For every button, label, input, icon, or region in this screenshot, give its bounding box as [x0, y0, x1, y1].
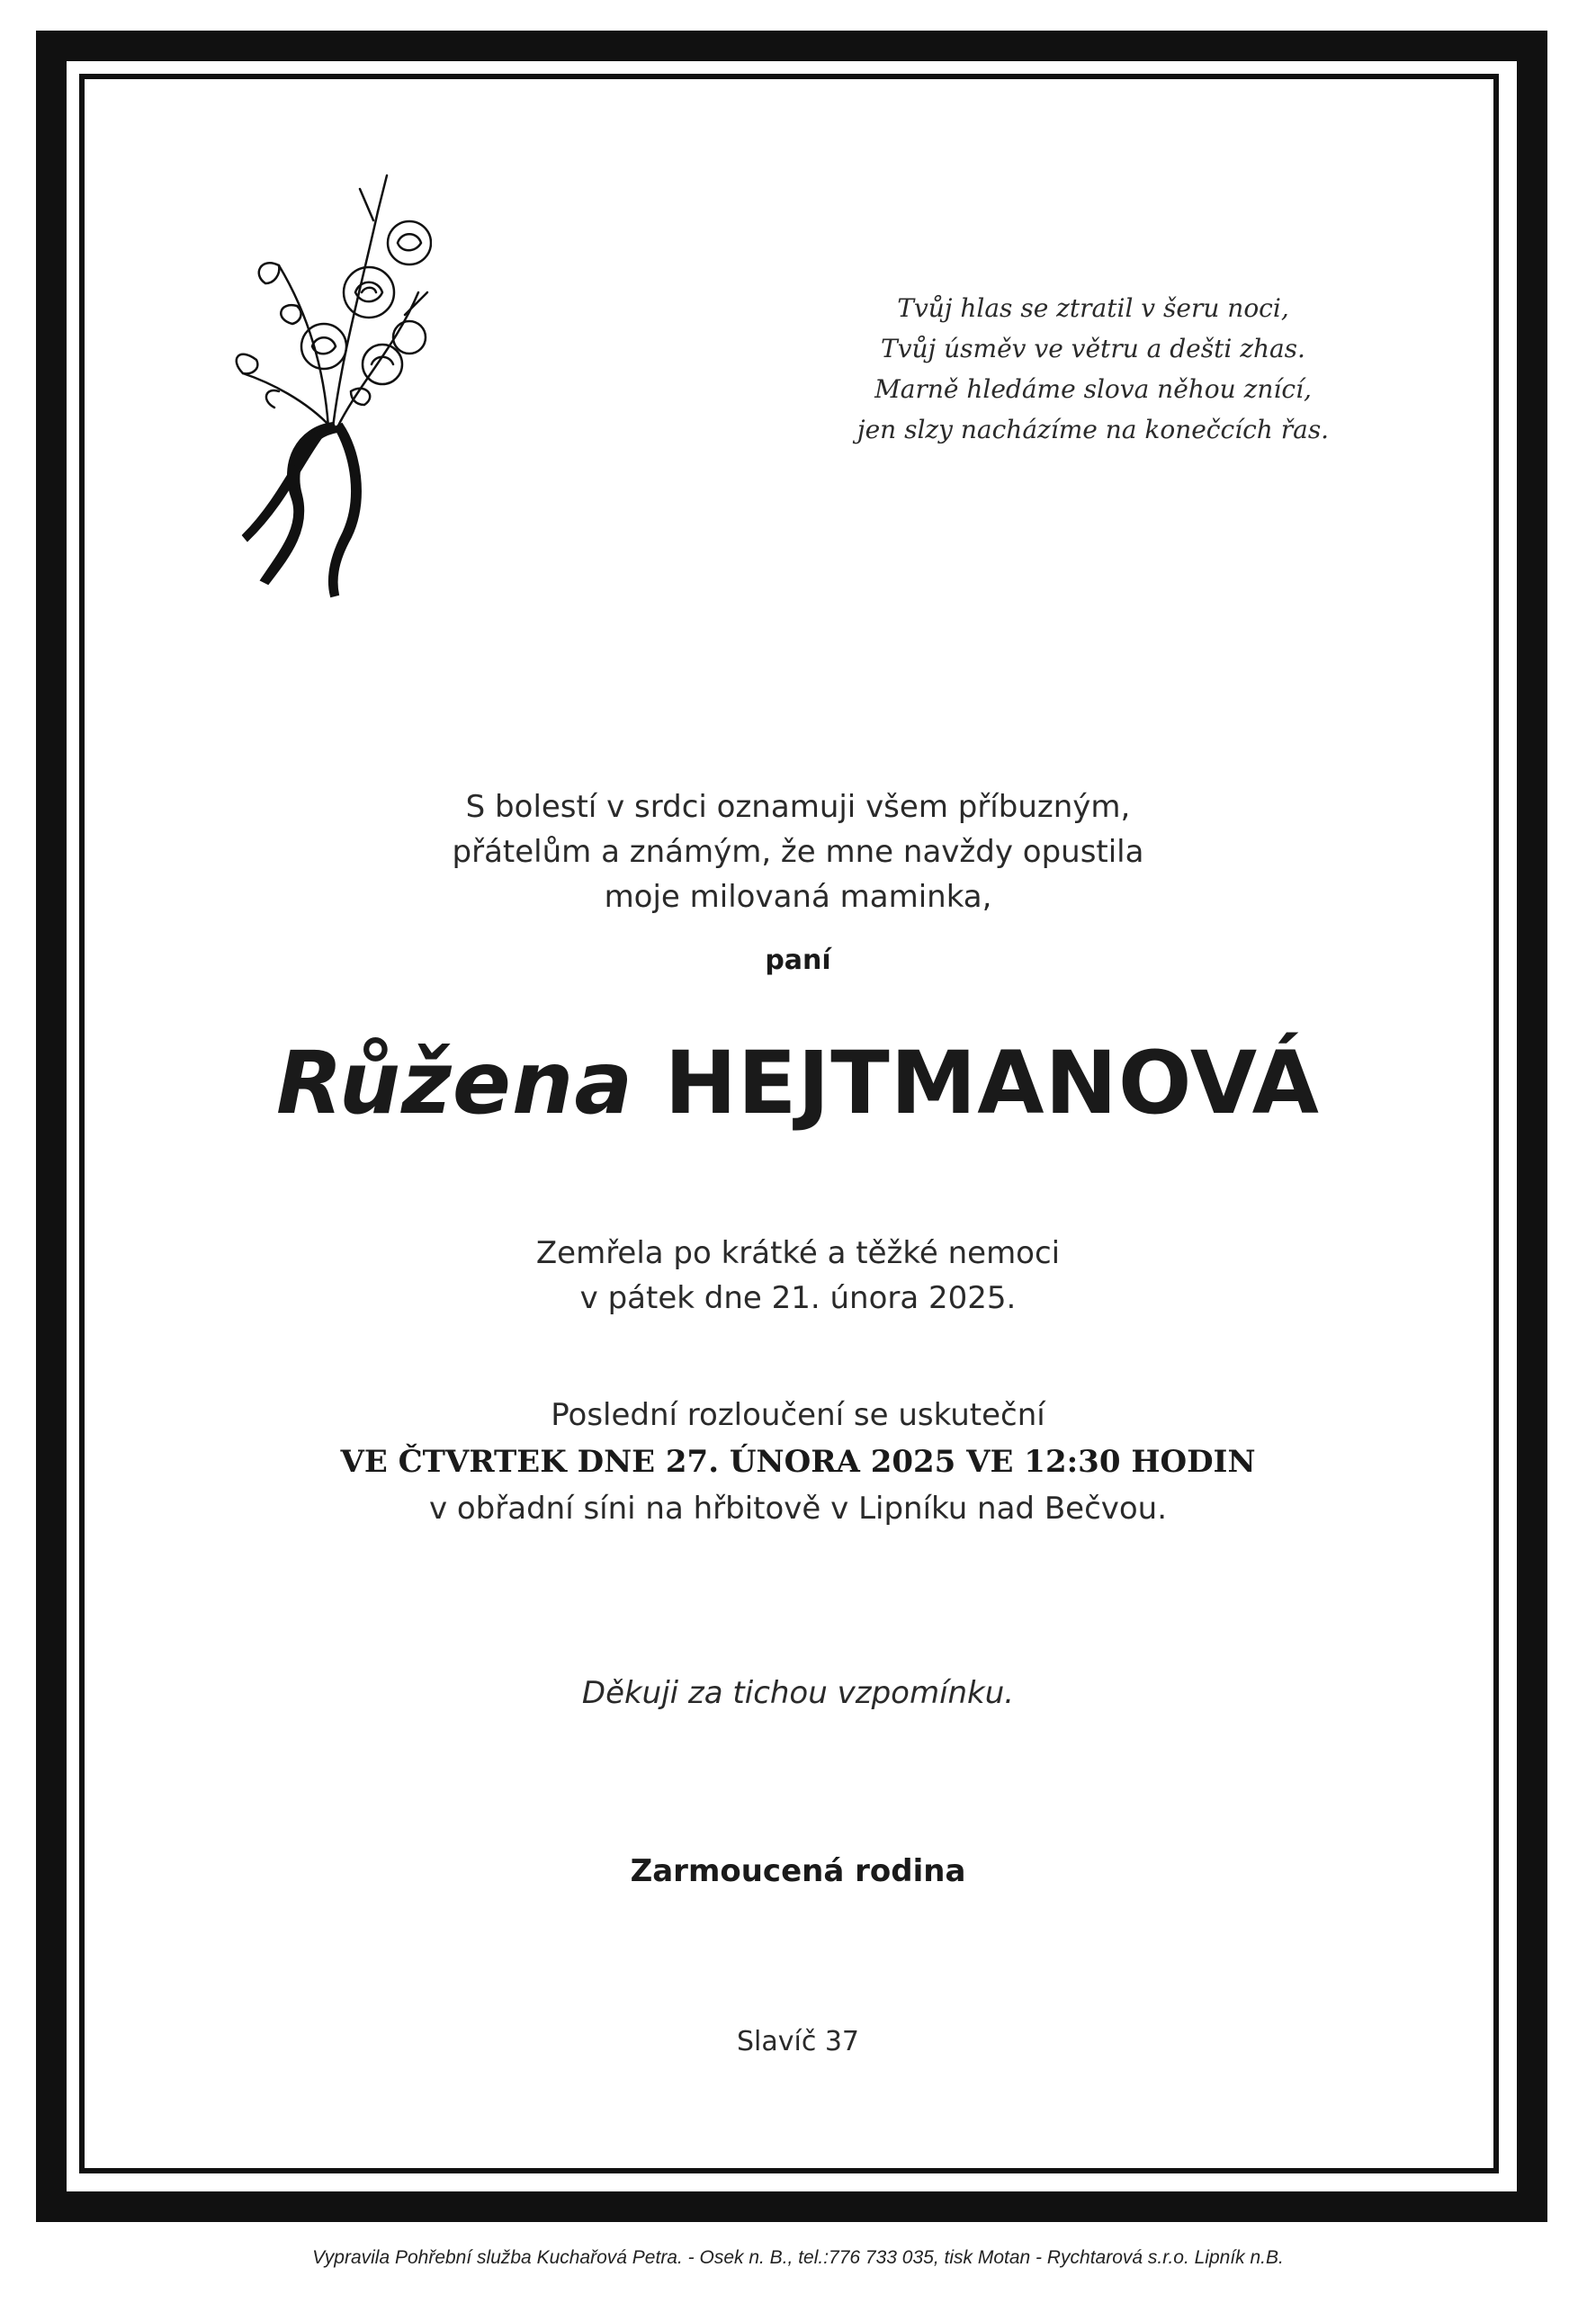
poem-line: jen slzy nacházíme na konečcích řas.: [856, 415, 1330, 444]
poem-line: Marně hledáme slova něhou znící,: [874, 374, 1312, 404]
intro-line: S bolestí v srdci oznamuji všem příbuzným,: [465, 789, 1131, 825]
footer: Vypravila Pohřební služba Kuchařová Petra. - Osek n. B., tel.:776 733 035, tisk Motan - Rychtarová s.r.o. Lipník n.B.: [312, 2247, 1284, 2268]
intro-line: přátelům a známým, že mne navždy opustila: [452, 834, 1144, 870]
deceased-last-name: HEJTMANOVÁ: [664, 1033, 1320, 1134]
rose-bouquet-icon: [225, 157, 432, 598]
address: Slavíč 37: [736, 2026, 860, 2057]
death-line: Zemřela po krátké a těžké nemoci: [535, 1235, 1061, 1271]
death-notice: [0, 1231, 1596, 1321]
farewell-datetime: VE ČTVRTEK DNE 27. ÚNORA 2025 VE 12:30 HODIN: [340, 1444, 1256, 1480]
farewell-place: v obřadní síni na hřbitově v Lipníku nad Bečvou.: [428, 1491, 1168, 1527]
poem-line: Tvůj úsměv ve větru a dešti zhas.: [881, 334, 1305, 363]
thanks: Děkuji za tichou vzpomínku.: [581, 1675, 1015, 1711]
intro-line: moje milovaná maminka,: [604, 879, 992, 915]
farewell-notice: [0, 1392, 1596, 1532]
poem-line: Tvůj hlas se ztratil v šeru noci,: [897, 293, 1289, 323]
death-line: v pátek dne 21. února 2025.: [579, 1280, 1017, 1316]
announcement-intro: [0, 784, 1596, 919]
farewell-line: Poslední rozloučení se uskuteční: [551, 1397, 1045, 1433]
deceased-name: [0, 1033, 1596, 1134]
honorific: paní: [765, 945, 831, 976]
signature: Zarmoucená rodina: [630, 1853, 966, 1889]
deceased-first-name: Růžena: [276, 1033, 634, 1134]
poem: [810, 288, 1376, 450]
